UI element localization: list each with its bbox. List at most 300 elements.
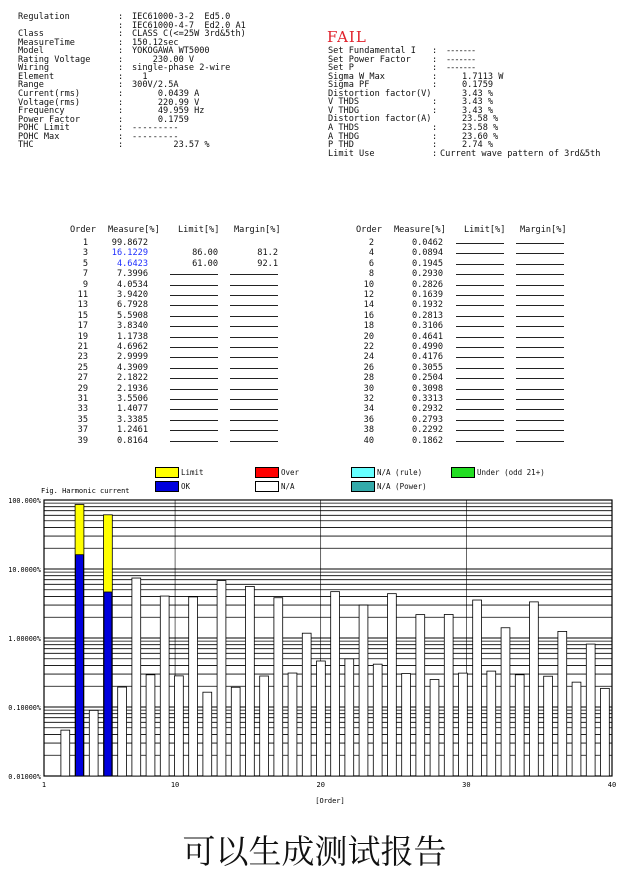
empty-value bbox=[170, 316, 218, 317]
measure-cell: 1.2461 bbox=[116, 425, 148, 436]
empty-value bbox=[516, 274, 564, 275]
info-sep: : bbox=[432, 46, 438, 56]
empty-value bbox=[516, 389, 564, 390]
empty-value bbox=[516, 430, 564, 431]
empty-value bbox=[456, 399, 504, 400]
x-tick-label: 1 bbox=[41, 781, 47, 789]
empty-value bbox=[456, 264, 504, 265]
info-label: Wiring bbox=[18, 63, 50, 74]
info-value: 3.43 % bbox=[462, 105, 494, 116]
empty-value bbox=[516, 326, 564, 327]
legend-label: N/A (Power) bbox=[377, 482, 427, 491]
table-header-margin: Margin[%] bbox=[520, 225, 567, 235]
empty-value bbox=[516, 295, 564, 296]
info-label: THC bbox=[18, 140, 34, 151]
order-cell: 16 bbox=[363, 310, 374, 321]
empty-value bbox=[456, 274, 504, 275]
measure-cell: 0.3313 bbox=[411, 394, 443, 404]
info-sep: : bbox=[118, 106, 124, 117]
info-label: P THD bbox=[328, 140, 354, 151]
info-sep: : bbox=[432, 140, 438, 151]
order-cell: 26 bbox=[363, 362, 374, 373]
measure-bar-order-7 bbox=[132, 578, 141, 776]
empty-value bbox=[230, 357, 278, 358]
info-sep: : bbox=[118, 88, 124, 99]
measure-cell: 0.1945 bbox=[411, 258, 443, 269]
limit-cell: 61.00 bbox=[192, 258, 218, 269]
measure-cell: 99.8672 bbox=[111, 238, 148, 248]
measure-cell: 0.2826 bbox=[411, 279, 443, 290]
measure-bar-order-22 bbox=[345, 659, 354, 776]
empty-value bbox=[456, 378, 504, 379]
empty-value bbox=[230, 420, 278, 421]
info-sep: : bbox=[118, 29, 124, 40]
measure-bar-order-13 bbox=[217, 581, 226, 776]
empty-value bbox=[516, 399, 564, 400]
order-cell: 6 bbox=[368, 258, 374, 269]
measure-cell: 0.0462 bbox=[411, 238, 443, 248]
empty-value bbox=[170, 441, 218, 442]
info-sep: : bbox=[118, 123, 124, 134]
empty-value bbox=[456, 243, 504, 244]
order-cell: 1 bbox=[82, 238, 88, 248]
empty-value bbox=[230, 368, 278, 369]
empty-value bbox=[516, 368, 564, 369]
table-header-measure: Measure[%] bbox=[394, 225, 446, 235]
info-sep: : bbox=[432, 54, 438, 65]
measure-bar-order-34 bbox=[515, 675, 524, 776]
order-cell: 22 bbox=[363, 342, 374, 352]
measure-bar-order-40 bbox=[600, 688, 609, 776]
order-cell: 17 bbox=[77, 321, 88, 332]
info-value: IEC61000-4-7 Ed2.0 A1 bbox=[132, 20, 246, 31]
empty-value bbox=[456, 409, 504, 410]
empty-value bbox=[170, 285, 218, 286]
legend-label: Under (odd 21+) bbox=[477, 468, 545, 477]
measure-bar-order-30 bbox=[458, 673, 467, 776]
table-header-limit: Limit[%] bbox=[464, 225, 506, 235]
info-value: single-phase 2-wire bbox=[132, 63, 231, 74]
measure-bar-order-15 bbox=[245, 586, 254, 776]
order-cell: 8 bbox=[368, 269, 374, 280]
measure-bar-order-37 bbox=[558, 631, 567, 776]
measure-cell: 4.3909 bbox=[116, 362, 148, 373]
info-value: 230.00 V bbox=[132, 54, 195, 65]
empty-value bbox=[170, 389, 218, 390]
measure-cell: 0.3098 bbox=[411, 383, 443, 394]
empty-value bbox=[516, 285, 564, 286]
measure-bar-order-14 bbox=[231, 687, 240, 776]
chart-x-ticks bbox=[42, 781, 616, 789]
info-sep: : bbox=[118, 80, 124, 91]
x-tick-label: 20 bbox=[316, 781, 325, 789]
measure-bar-order-9 bbox=[160, 596, 169, 776]
info-sep: : bbox=[432, 131, 438, 142]
measure-cell: 16.1229 bbox=[111, 248, 148, 259]
empty-value bbox=[456, 441, 504, 442]
info-value: ------- bbox=[446, 54, 476, 65]
order-cell: 24 bbox=[363, 352, 374, 363]
empty-value bbox=[516, 316, 564, 317]
measure-cell: 0.2292 bbox=[411, 425, 443, 436]
empty-value bbox=[230, 378, 278, 379]
measure-cell: 4.6423 bbox=[116, 258, 148, 269]
empty-value bbox=[230, 399, 278, 400]
info-sep: : bbox=[432, 148, 438, 159]
order-cell: 34 bbox=[363, 404, 374, 415]
measure-cell: 3.9420 bbox=[116, 290, 148, 300]
measure-cell: 0.3055 bbox=[411, 362, 443, 373]
legend-swatch bbox=[255, 467, 279, 478]
info-label: POHC Limit bbox=[18, 123, 70, 134]
info-label: Frequency bbox=[18, 106, 65, 117]
x-tick-label: 40 bbox=[607, 781, 617, 789]
order-cell: 4 bbox=[368, 248, 374, 259]
x-tick-label: 30 bbox=[462, 781, 471, 789]
empty-value bbox=[516, 409, 564, 410]
order-cell: 18 bbox=[363, 321, 374, 332]
order-cell: 5 bbox=[82, 258, 88, 269]
empty-value bbox=[170, 368, 218, 369]
info-label: Sigma W Max bbox=[328, 71, 385, 82]
info-sep: : bbox=[432, 97, 438, 108]
order-cell: 25 bbox=[77, 362, 88, 373]
table-header-measure: Measure[%] bbox=[108, 225, 160, 235]
info-sep: : bbox=[118, 114, 124, 125]
info-sep: : bbox=[432, 105, 438, 116]
info-sep: : bbox=[118, 54, 124, 65]
info-label: Rating Voltage bbox=[18, 54, 91, 65]
empty-value bbox=[230, 337, 278, 338]
measure-bar-order-38 bbox=[572, 682, 581, 776]
measure-bar-order-19 bbox=[302, 633, 311, 776]
info-value: Current wave pattern of 3rd&5th bbox=[440, 148, 601, 159]
info-value: 0.0439 A bbox=[132, 88, 200, 99]
chart-y-ticks bbox=[8, 497, 41, 781]
empty-value bbox=[516, 243, 564, 244]
measure-bar-order-32 bbox=[487, 671, 496, 776]
info-sep: : bbox=[118, 20, 124, 31]
empty-value bbox=[230, 347, 278, 348]
limit-cell: 86.00 bbox=[192, 248, 218, 259]
measure-cell: 0.2813 bbox=[411, 310, 443, 321]
result-status: FAIL bbox=[327, 28, 367, 46]
empty-value bbox=[456, 305, 504, 306]
info-label: Range bbox=[18, 80, 44, 91]
measure-bar-order-33 bbox=[501, 628, 510, 776]
info-label: MeasureTime bbox=[18, 37, 75, 48]
measure-cell: 0.2793 bbox=[411, 414, 443, 425]
empty-value bbox=[230, 295, 278, 296]
info-value: 300V/2.5A bbox=[132, 80, 179, 91]
measure-bar-order-10 bbox=[174, 676, 183, 776]
empty-value bbox=[170, 337, 218, 338]
info-label: Set Fundamental I bbox=[328, 46, 416, 56]
info-label: Voltage(rms) bbox=[18, 97, 81, 108]
info-sep: : bbox=[432, 122, 438, 133]
info-value: 23.58 % bbox=[462, 114, 499, 125]
measure-bar-order-35 bbox=[529, 602, 538, 776]
order-cell: 28 bbox=[363, 373, 374, 384]
info-sep: : bbox=[118, 97, 124, 108]
measure-cell: 4.0534 bbox=[116, 279, 148, 290]
info-label: Set P bbox=[328, 63, 354, 74]
order-cell: 13 bbox=[77, 300, 88, 311]
info-sep: : bbox=[118, 131, 124, 142]
empty-value bbox=[456, 253, 504, 254]
measure-cell: 0.2932 bbox=[411, 404, 443, 415]
info-sep: : bbox=[432, 80, 438, 91]
empty-value bbox=[456, 316, 504, 317]
empty-value bbox=[170, 420, 218, 421]
measure-bar-order-4 bbox=[89, 710, 98, 776]
order-cell: 21 bbox=[77, 342, 88, 352]
measure-cell: 0.1639 bbox=[411, 290, 443, 300]
chart-title: Fig. Harmonic current bbox=[41, 487, 130, 495]
measure-bar-order-20 bbox=[316, 661, 325, 776]
order-cell: 35 bbox=[77, 414, 88, 425]
measure-bar-order-11 bbox=[189, 597, 198, 776]
measure-cell: 5.5908 bbox=[116, 310, 148, 321]
info-label: V THDG bbox=[328, 105, 360, 116]
info-value: 49.959 Hz bbox=[132, 106, 205, 117]
measure-bar-order-5 bbox=[104, 592, 112, 776]
order-cell: 33 bbox=[77, 404, 88, 415]
y-tick-label: 1.00000% bbox=[8, 635, 41, 643]
measure-bar-order-12 bbox=[203, 692, 212, 776]
info-value: 1.7113 W bbox=[462, 71, 504, 82]
info-sep: : bbox=[118, 37, 124, 48]
empty-value bbox=[516, 253, 564, 254]
measure-cell: 0.4641 bbox=[411, 331, 443, 342]
empty-value bbox=[230, 305, 278, 306]
empty-value bbox=[170, 347, 218, 348]
empty-value bbox=[516, 347, 564, 348]
info-label: Model bbox=[18, 46, 44, 57]
empty-value bbox=[230, 274, 278, 275]
measure-cell: 0.3106 bbox=[411, 321, 443, 332]
order-cell: 19 bbox=[77, 331, 88, 342]
info-value: IEC61000-3-2 Ed5.0 bbox=[132, 12, 231, 22]
measure-cell: 0.2504 bbox=[411, 373, 443, 384]
x-tick-label: 10 bbox=[170, 781, 180, 789]
empty-value bbox=[456, 368, 504, 369]
y-tick-label: 10.0000% bbox=[8, 566, 41, 574]
legend-swatch bbox=[451, 467, 475, 478]
info-value: 2.74 % bbox=[462, 140, 494, 151]
empty-value bbox=[170, 409, 218, 410]
measure-cell: 2.1936 bbox=[116, 383, 148, 394]
empty-value bbox=[170, 274, 218, 275]
chart-x-label: [Order] bbox=[315, 797, 345, 805]
measure-bar-order-31 bbox=[473, 600, 482, 776]
order-cell: 20 bbox=[363, 331, 374, 342]
info-sep: : bbox=[118, 63, 124, 74]
measure-bar-order-6 bbox=[118, 687, 127, 776]
info-label: A THDS bbox=[328, 122, 360, 133]
measure-cell: 3.8340 bbox=[116, 321, 148, 332]
info-label: V THDS bbox=[328, 97, 360, 108]
legend-label: N/A (rule) bbox=[377, 468, 423, 477]
info-label: Sigma PF bbox=[328, 80, 370, 91]
empty-value bbox=[456, 420, 504, 421]
measure-bar-order-24 bbox=[373, 664, 382, 776]
measure-bar-order-26 bbox=[402, 674, 411, 776]
measure-cell: 0.0894 bbox=[411, 248, 443, 259]
info-value: CLASS C(<=25W 3rd&5th) bbox=[132, 29, 246, 40]
empty-value bbox=[230, 441, 278, 442]
measure-bar-order-3 bbox=[76, 555, 84, 776]
order-cell: 38 bbox=[363, 425, 374, 436]
info-sep: : bbox=[118, 46, 124, 57]
measure-bar-order-28 bbox=[430, 679, 439, 776]
legend-swatch bbox=[155, 467, 179, 478]
info-label: Limit Use bbox=[328, 148, 375, 159]
order-cell: 23 bbox=[77, 352, 88, 363]
info-value: 0.1759 bbox=[462, 80, 494, 91]
empty-value bbox=[516, 305, 564, 306]
measure-bar-order-29 bbox=[444, 614, 453, 776]
empty-value bbox=[170, 295, 218, 296]
legend-label: Over bbox=[281, 468, 300, 477]
empty-value bbox=[170, 430, 218, 431]
order-cell: 14 bbox=[363, 300, 374, 311]
info-label: Class bbox=[18, 29, 44, 40]
empty-value bbox=[456, 326, 504, 327]
empty-value bbox=[456, 337, 504, 338]
empty-value bbox=[456, 295, 504, 296]
info-value: 3.43 % bbox=[462, 88, 494, 99]
empty-value bbox=[230, 430, 278, 431]
empty-value bbox=[230, 285, 278, 286]
table-header-margin: Margin[%] bbox=[234, 225, 281, 235]
measure-bar-order-16 bbox=[260, 676, 269, 776]
measure-cell: 0.1862 bbox=[411, 435, 443, 446]
measure-cell: 4.6962 bbox=[116, 342, 148, 352]
measure-bar-order-2 bbox=[61, 730, 70, 776]
measure-bar-order-17 bbox=[274, 598, 283, 776]
chart-bars bbox=[61, 505, 609, 776]
order-cell: 3 bbox=[82, 248, 88, 259]
info-value: 1 bbox=[132, 71, 148, 82]
empty-value bbox=[230, 409, 278, 410]
info-value: --------- bbox=[132, 123, 179, 134]
measure-bar-order-36 bbox=[544, 676, 553, 776]
measure-cell: 1.4077 bbox=[116, 404, 148, 415]
measure-cell: 2.9999 bbox=[116, 352, 148, 363]
order-cell: 31 bbox=[77, 394, 88, 404]
order-cell: 37 bbox=[77, 425, 88, 436]
measure-bar-order-21 bbox=[331, 592, 340, 776]
info-label: Current(rms) bbox=[18, 88, 81, 99]
order-cell: 15 bbox=[77, 310, 88, 321]
empty-value bbox=[170, 326, 218, 327]
order-cell: 10 bbox=[363, 279, 374, 290]
empty-value bbox=[170, 357, 218, 358]
measure-bar-order-25 bbox=[387, 594, 396, 776]
info-label: POHC Max bbox=[18, 131, 60, 142]
measure-cell: 0.1932 bbox=[411, 300, 443, 311]
empty-value bbox=[456, 347, 504, 348]
order-cell: 32 bbox=[363, 394, 374, 404]
order-cell: 11 bbox=[77, 290, 88, 300]
order-cell: 12 bbox=[363, 290, 374, 300]
y-tick-label: 0.01000% bbox=[8, 773, 41, 781]
info-value: 150.12sec bbox=[132, 37, 179, 48]
info-label: Set Power Factor bbox=[328, 54, 411, 65]
empty-value bbox=[516, 378, 564, 379]
measure-cell: 7.3996 bbox=[116, 269, 148, 280]
empty-value bbox=[170, 399, 218, 400]
empty-value bbox=[516, 337, 564, 338]
empty-value bbox=[456, 430, 504, 431]
legend-label: Limit bbox=[181, 468, 204, 477]
info-label: Power Factor bbox=[18, 114, 81, 125]
info-value: --------- bbox=[132, 131, 179, 142]
legend-swatch bbox=[351, 467, 375, 478]
chart-grid bbox=[44, 500, 612, 776]
info-value: 220.99 V bbox=[132, 97, 200, 108]
info-label: Regulation bbox=[18, 12, 70, 22]
order-cell: 7 bbox=[82, 269, 88, 280]
order-cell: 9 bbox=[82, 279, 88, 290]
table-header-order: Order bbox=[356, 225, 382, 235]
empty-value bbox=[230, 316, 278, 317]
empty-value bbox=[456, 357, 504, 358]
info-label: Distortion factor(A) bbox=[328, 114, 432, 125]
margin-cell: 92.1 bbox=[257, 258, 278, 269]
info-label: A THDG bbox=[328, 131, 360, 142]
info-value: YOKOGAWA WT5000 bbox=[132, 46, 210, 57]
measure-bar-order-8 bbox=[146, 675, 155, 776]
y-tick-label: 0.10000% bbox=[8, 704, 41, 712]
info-sep: : bbox=[118, 71, 124, 82]
empty-value bbox=[516, 420, 564, 421]
info-value: 23.57 % bbox=[132, 140, 210, 151]
info-label: Distortion factor(V) bbox=[328, 88, 432, 99]
measure-cell: 0.8164 bbox=[116, 435, 148, 446]
info-value: 23.60 % bbox=[462, 131, 499, 142]
harmonic-chart bbox=[0, 480, 629, 810]
empty-value bbox=[230, 326, 278, 327]
measure-cell: 3.3385 bbox=[116, 414, 148, 425]
info-sep: : bbox=[118, 140, 124, 151]
empty-value bbox=[516, 357, 564, 358]
empty-value bbox=[230, 389, 278, 390]
empty-value bbox=[516, 264, 564, 265]
info-value: 0.1759 bbox=[132, 114, 189, 125]
empty-value bbox=[170, 378, 218, 379]
y-tick-label: 100.000% bbox=[8, 497, 41, 505]
order-cell: 29 bbox=[77, 383, 88, 394]
table-header-order: Order bbox=[70, 225, 96, 235]
empty-value bbox=[170, 305, 218, 306]
legend-label: OK bbox=[181, 482, 191, 491]
info-label: Element bbox=[18, 71, 55, 82]
empty-value bbox=[456, 389, 504, 390]
measure-cell: 1.1738 bbox=[116, 331, 148, 342]
info-sep: : bbox=[432, 71, 438, 82]
table-header-limit: Limit[%] bbox=[178, 225, 220, 235]
info-value: ------- bbox=[446, 46, 476, 56]
measure-bar-order-27 bbox=[416, 615, 425, 776]
info-sep: : bbox=[432, 63, 438, 74]
empty-value bbox=[456, 285, 504, 286]
order-cell: 2 bbox=[368, 238, 374, 248]
measure-cell: 0.2930 bbox=[411, 269, 443, 280]
caption: 可以生成测试报告 bbox=[182, 832, 447, 871]
order-cell: 27 bbox=[77, 373, 88, 384]
